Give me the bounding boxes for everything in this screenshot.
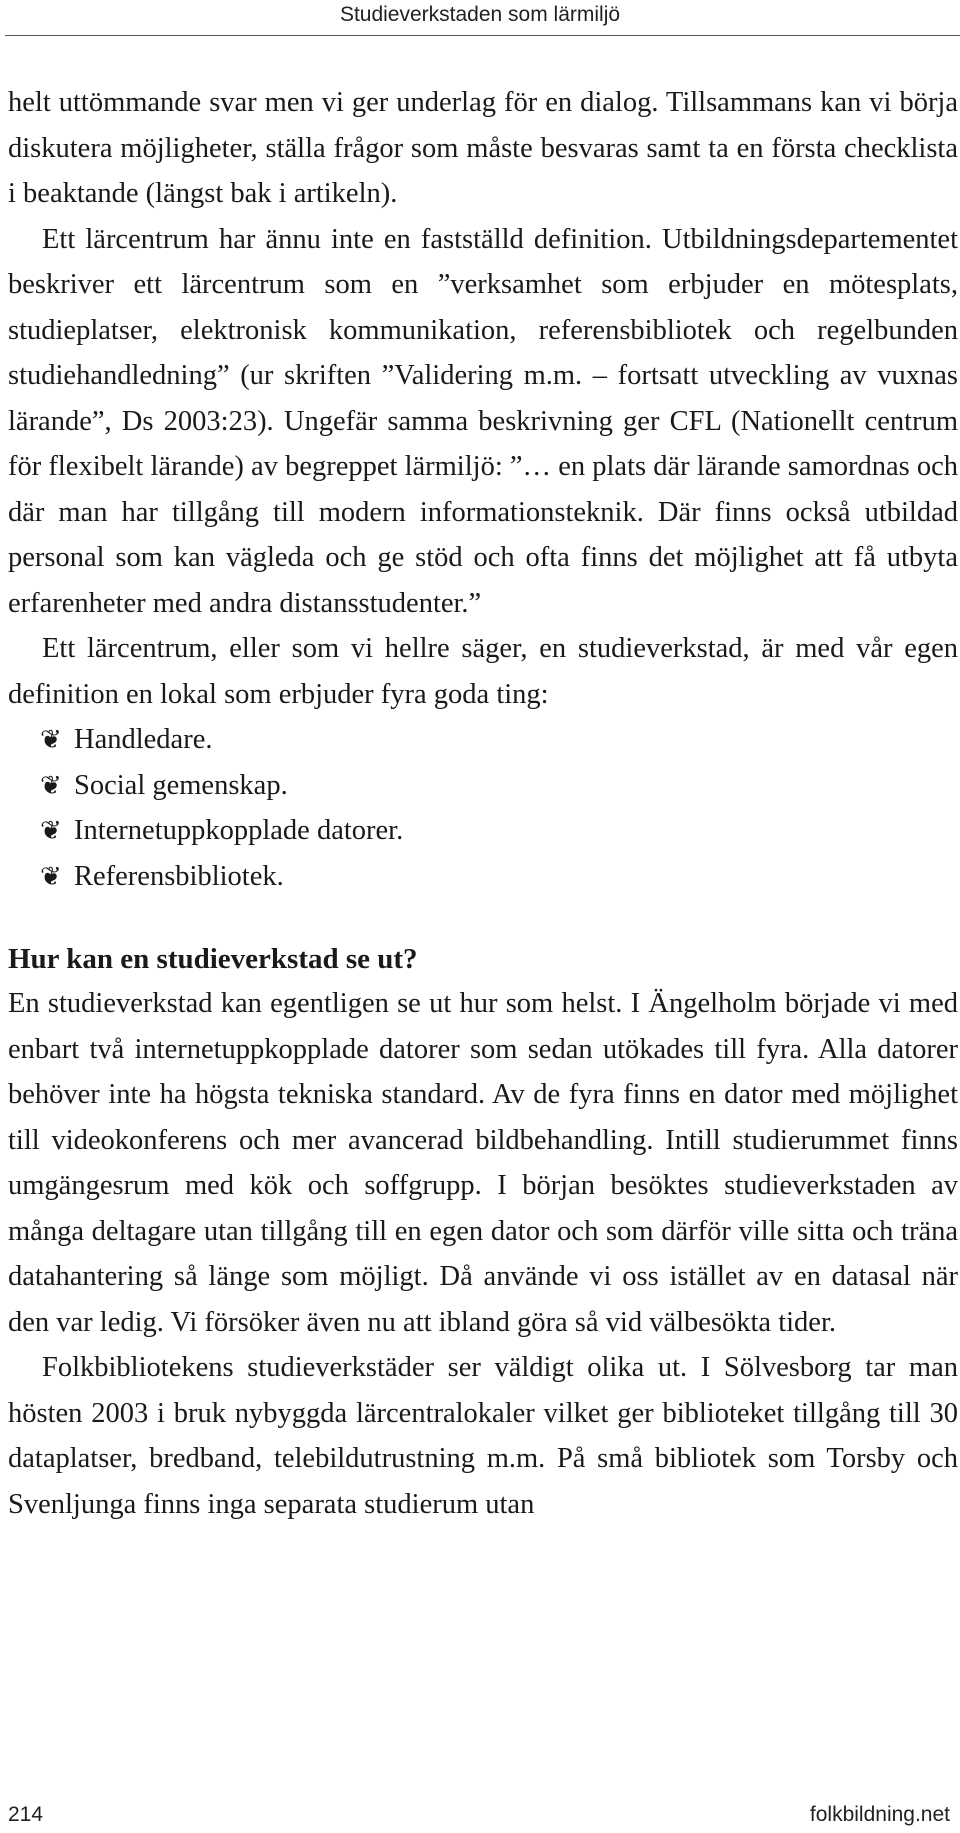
fleuron-icon: ❦ <box>40 861 62 891</box>
running-title: Studieverkstaden som lärmiljö <box>339 3 621 26</box>
list-item <box>40 854 958 900</box>
list-item-label: Social gemenskap. <box>74 769 288 801</box>
page-number: 214 <box>8 1803 44 1826</box>
header-rule <box>5 35 960 36</box>
paragraph: En studieverkstad kan egentligen se ut hur som helst. I Ängelholm började vi med enbart två internetuppkopplade datorer som sedan utökades till fyra. Alla datorer behöver inte ha högsta tekniska standard. Av de fyra finns en dator med möjlighet till videokonferens och mer avancerad bildbehandling. Intill studierummet finns umgängesrum med kök och soffgrupp. I början besöktes studieverkstaden av många deltagare utan tillgång till en egen dator och som därför ville sitta och träna datahantering så länge som möjligt. Då använde vi oss istället av en datasal när den var ledig. Vi försöker även nu att ibland göra så vid välbesökta tider. <box>8 988 958 1338</box>
list-item-label: Referensbibliotek. <box>74 860 284 892</box>
list-item-label: Internetuppkopplade datorer. <box>74 815 404 846</box>
bullet-list <box>8 717 958 899</box>
paragraph: helt uttömmande svar men vi ger underlag för en dialog. Tillsammans kan vi börja diskutera möjligheter, ställa frågor som måste besvaras samt ta en första checklista i beaktande (längst bak i artikeln). <box>8 87 958 209</box>
page-footer <box>0 1800 960 1830</box>
fleuron-icon: ❦ <box>40 770 62 800</box>
list-item <box>40 763 958 809</box>
running-header <box>0 0 960 36</box>
fleuron-icon: ❦ <box>40 816 62 845</box>
site-name: folkbildning.net <box>809 1803 950 1826</box>
section-heading: Hur kan en studieverkstad se ut? <box>8 943 418 975</box>
list-item <box>40 717 958 763</box>
article-body <box>8 80 958 1527</box>
paragraph: Ett lärcentrum har ännu inte en fastställd definition. Utbildningsdepartementet beskriver ett lärcentrum som en ”verksamhet som erbjuder en mötesplats, studieplatser, elektronisk kommunikation, referensbibliotek och regelbunden studiehandledning” (ur skriften ”Validering m.m. – fortsatt utveckling av vuxnas lärande”, Ds 2003:23). Ungefär samma beskrivning ger CFL (Nationellt centrum för flexibelt lärande) av begreppet lärmiljö: ”… en plats där lärande samordnas och där man har tillgång till modern informationsteknik. Där finns också utbildad personal som kan vägleda och ge stöd och ofta finns det möjlighet att få utbyta erfarenheter med andra distansstudenter.” <box>8 223 958 619</box>
list-item-label: Handledare. <box>74 724 213 755</box>
paragraph: Folkbibliotekens studieverkstäder ser väldigt olika ut. I Sölvesborg tar man hösten 2003 i bruk nybyggda lärcentralokaler vilket ger biblioteket tillgång till 30 dataplatser, bredband, telebildutrustning m.m. På små bibliotek som Torsby och Svenljunga finns inga separata studierum utan <box>8 1352 958 1520</box>
paragraph: Ett lärcentrum, eller som vi hellre säger, en studieverkstad, är med vår egen definition en lokal som erbjuder fyra goda ting: <box>8 633 958 710</box>
list-item <box>40 808 958 854</box>
fleuron-icon: ❦ <box>40 725 62 754</box>
